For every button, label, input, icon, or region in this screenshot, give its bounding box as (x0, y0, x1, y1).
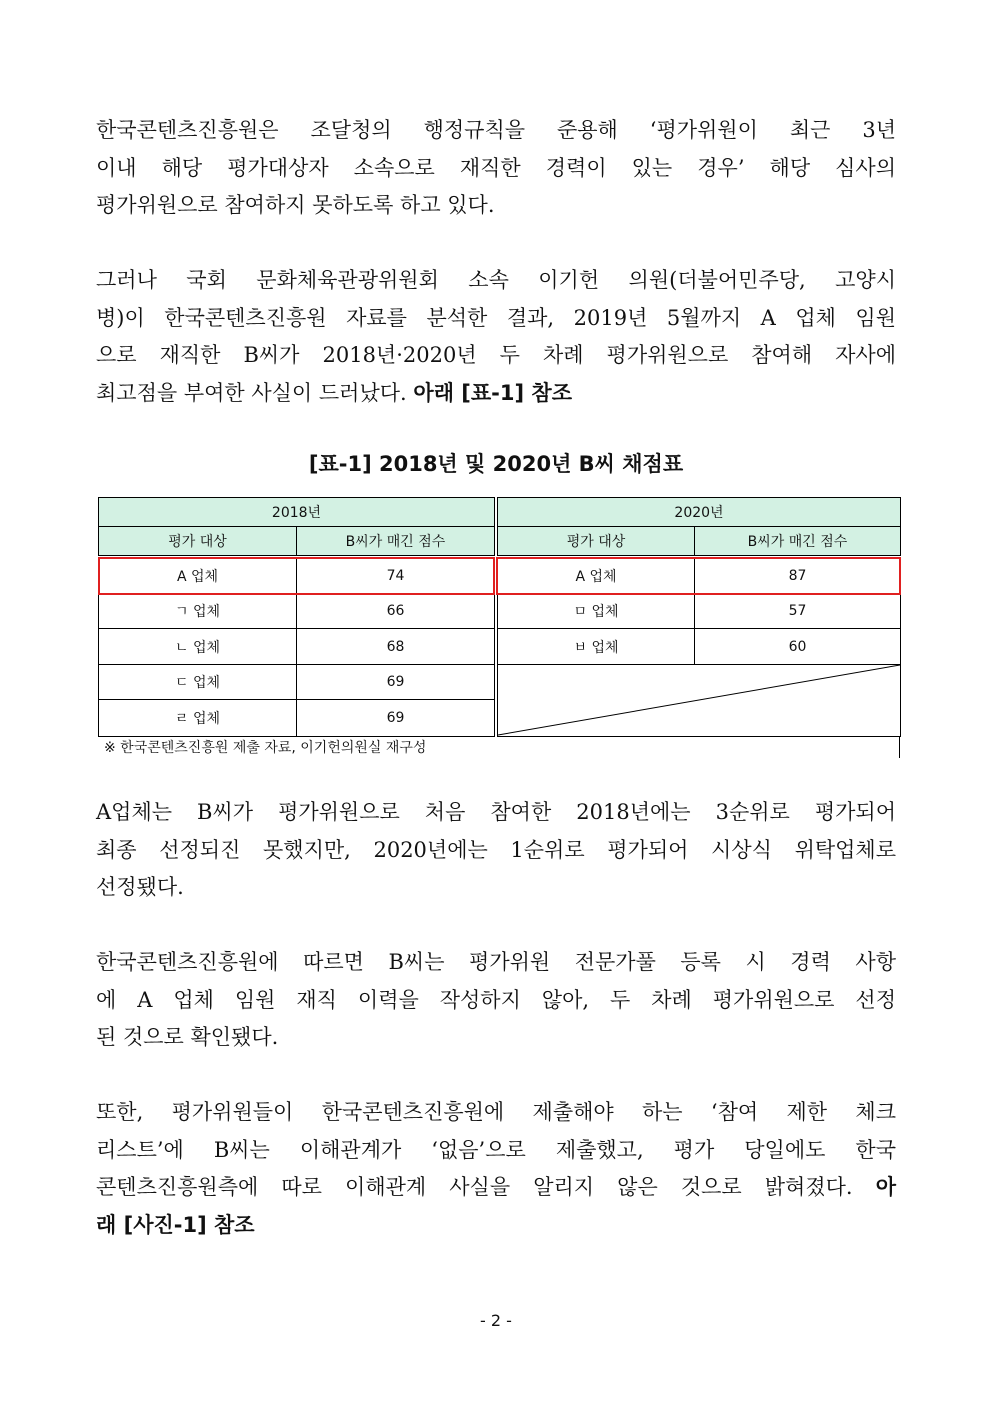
text-line: 병)이 한국콘텐츠진흥원 자료를 분석한 결과, 2019년 5월까지 A 업체 임원 (96, 305, 896, 330)
text-segment: 콘텐츠진흥원측에 따로 이해관계 사실을 알리지 않은 것으로 밝혀졌다. (96, 1175, 853, 1199)
text-line: 된 것으로 확인됐다. (96, 1025, 279, 1049)
table-cell: 74 (296, 558, 495, 594)
table-cell: ㄱ 업체 (98, 593, 297, 629)
text-line (96, 1169, 896, 1207)
table-cell: ㄴ 업체 (98, 628, 297, 665)
col-score-2018: B씨가 매긴 점수 (296, 526, 495, 556)
text-line: 한국콘텐츠진흥원은 조달청의 행정규칙을 준용해 ‘평가위원이 최근 3년 (96, 118, 896, 142)
text-line: 에 A 업체 임원 재직 이력을 작성하지 않아, 두 차례 평가위원으로 선정 (96, 987, 896, 1012)
header-2020: 2020년 (497, 497, 901, 527)
header-2018: 2018년 (98, 497, 495, 527)
table-cell: A 업체 (98, 558, 297, 594)
text-line: 평가위원으로 참여하지 못하도록 하고 있다. (96, 193, 495, 217)
text-segment: 최고점을 부여한 사실이 드러났다. (96, 380, 407, 405)
highlight-2018-a (98, 557, 495, 595)
table-cell: ㄹ 업체 (98, 699, 297, 737)
score-table (98, 497, 901, 737)
highlight-2020-a (496, 557, 901, 595)
table-reference: 아래 [표-1] 참조 (413, 380, 572, 405)
paragraph-result (96, 794, 896, 907)
table-note: ※ 한국콘텐츠진흥원 제출 자료, 이기헌의원실 재구성 (104, 740, 427, 756)
table-title: [표-1] 2018년 및 2020년 B씨 채점표 (308, 452, 684, 476)
photo-reference-end: 래 [사진-1] 참조 (96, 1212, 255, 1237)
paragraph-checklist (96, 1094, 896, 1244)
text-line: 이내 해당 평가대상자 소속으로 재직한 경력이 있는 경우’ 해당 심사의 (96, 155, 896, 180)
col-target-2018: 평가 대상 (98, 526, 297, 556)
text-line: 선정됐다. (96, 875, 184, 899)
text-line: 리스트’에 B씨는 이해관계가 ‘없음’으로 제출했고, 평가 당일에도 한국 (96, 1137, 896, 1162)
divider (899, 737, 900, 758)
col-target-2020: 평가 대상 (497, 526, 695, 556)
diagonal-line (497, 664, 901, 737)
table-cell: ㅁ 업체 (497, 593, 695, 629)
paragraph-findings (96, 262, 896, 412)
page-number: - 2 - (480, 1311, 512, 1330)
text-line: 그러나 국회 문화체육관광위원회 소속 이기헌 의원(더불어민주당, 고양시 (96, 268, 896, 292)
text-line: 또한, 평가위원들이 한국콘텐츠진흥원에 제출해야 하는 ‘참여 제한 체크 (96, 1100, 896, 1124)
empty-diagonal-cell (497, 664, 901, 737)
text-line (96, 375, 896, 413)
col-score-2020: B씨가 매긴 점수 (694, 526, 901, 556)
table-cell: 60 (694, 628, 901, 665)
table-cell: 69 (296, 699, 495, 737)
text-line: 한국콘텐츠진흥원에 따르면 B씨는 평가위원 전문가풀 등록 시 경력 사항 (96, 950, 896, 974)
photo-reference-start: 아 (875, 1175, 896, 1199)
paragraph-intro (96, 112, 896, 225)
table-cell: 87 (694, 558, 901, 594)
table-cell: 66 (296, 593, 495, 629)
paragraph-registration (96, 944, 896, 1057)
text-line: 최종 선정되진 못했지만, 2020년에는 1순위로 평가되어 시상식 위탁업체로 (96, 837, 896, 862)
table-cell: ㄷ 업체 (98, 664, 297, 700)
table-cell: 57 (694, 593, 901, 629)
table-cell: 68 (296, 628, 495, 665)
table-cell: ㅂ 업체 (497, 628, 695, 665)
text-line: A업체는 B씨가 평가위원으로 처음 참여한 2018년에는 3순위로 평가되어 (96, 800, 896, 824)
text-line: 으로 재직한 B씨가 2018년·2020년 두 차례 평가위원으로 참여해 자사에 (96, 343, 896, 367)
table-cell: A 업체 (497, 558, 695, 594)
table-cell: 69 (296, 664, 495, 700)
